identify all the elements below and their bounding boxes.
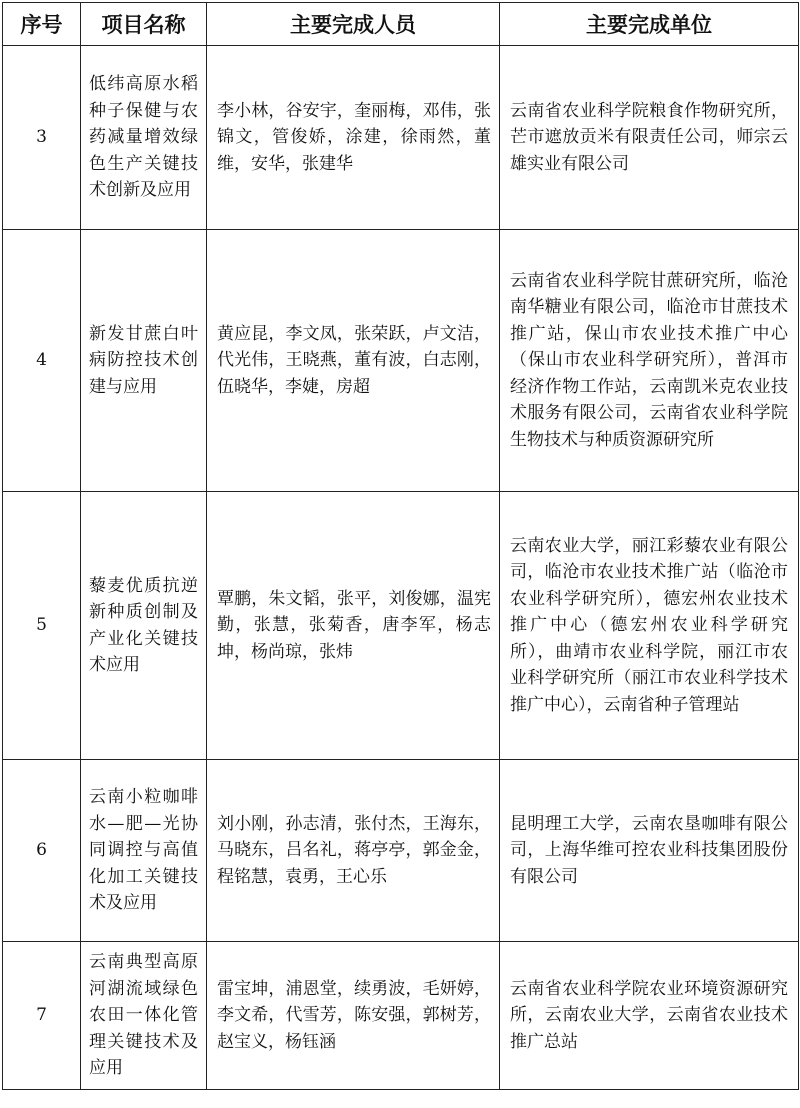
table-row	[3, 46, 799, 230]
project-name: 低纬高原水稻种子保健与农药减量增效绿色生产关键技术创新及应用	[81, 46, 207, 230]
main-units: 云南农业大学，丽江彩藜农业有限公司，临沧市农业技术推广站（临沧市农业科学研究所），德宏州农业技术推广中心（德宏州农业科学研究所），曲靖市农业科学院，丽江市农业科学研究所（丽江市农业科学技术推广中心），云南省种子管理站	[500, 492, 799, 760]
main-units: 云南省农业科学院甘蔗研究所，临沧南华糖业有限公司，临沧市甘蔗技术推广站，保山市农业技术推广中心（保山市农业科学研究所），普洱市经济作物工作站，云南凯米克农业技术服务有限公司，云南省农业科学院生物技术与种质资源研究所	[500, 230, 799, 492]
main-people: 黄应昆，李文凤，张荣跃，卢文洁，代光伟，王晓燕，董有波，白志刚，伍晓华，李婕，房超	[207, 230, 500, 492]
header-num: 序号	[3, 3, 81, 46]
row-num: 6	[3, 760, 81, 942]
awards-table	[2, 2, 799, 1090]
header-units: 主要完成单位	[500, 3, 799, 46]
project-name: 云南小粒咖啡水—肥—光协同调控与高值化加工关键技术及应用	[81, 760, 207, 942]
main-units: 昆明理工大学，云南农垦咖啡有限公司，上海华维可控农业科技集团股份有限公司	[500, 760, 799, 942]
main-units: 云南省农业科学院农业环境资源研究所，云南农业大学，云南省农业技术推广总站	[500, 942, 799, 1090]
row-num: 3	[3, 46, 81, 230]
project-name: 藜麦优质抗逆新种质创制及产业化关键技术应用	[81, 492, 207, 760]
main-people: 刘小刚，孙志清，张付杰，王海东，马晓东，吕名礼，蒋亭亭，郭金金，程铭慧，袁勇，王心乐	[207, 760, 500, 942]
table-row	[3, 492, 799, 760]
row-num: 4	[3, 230, 81, 492]
main-units: 云南省农业科学院粮食作物研究所，芒市遮放贡米有限责任公司，师宗云雄实业有限公司	[500, 46, 799, 230]
header-people: 主要完成人员	[207, 3, 500, 46]
main-people: 李小林，谷安宇，奎丽梅，邓伟，张锦文，管俊娇，涂建，徐雨然，董维，安华，张建华	[207, 46, 500, 230]
table-row	[3, 760, 799, 942]
row-num: 7	[3, 942, 81, 1090]
header-name: 项目名称	[81, 3, 207, 46]
row-num: 5	[3, 492, 81, 760]
table-row	[3, 230, 799, 492]
main-people: 覃鹏，朱文韬，张平，刘俊娜，温宪勤，张慧，张菊香，唐李军，杨志坤，杨尚琼，张炜	[207, 492, 500, 760]
table-header-row	[3, 3, 799, 46]
project-name: 云南典型高原河湖流域绿色农田一体化管理关键技术及应用	[81, 942, 207, 1090]
project-name: 新发甘蔗白叶病防控技术创建与应用	[81, 230, 207, 492]
table-row	[3, 942, 799, 1090]
main-people: 雷宝坤，浦恩堂，续勇波，毛妍婷，李文希，代雪芳，陈安强，郭树芳，赵宝义，杨钰涵	[207, 942, 500, 1090]
